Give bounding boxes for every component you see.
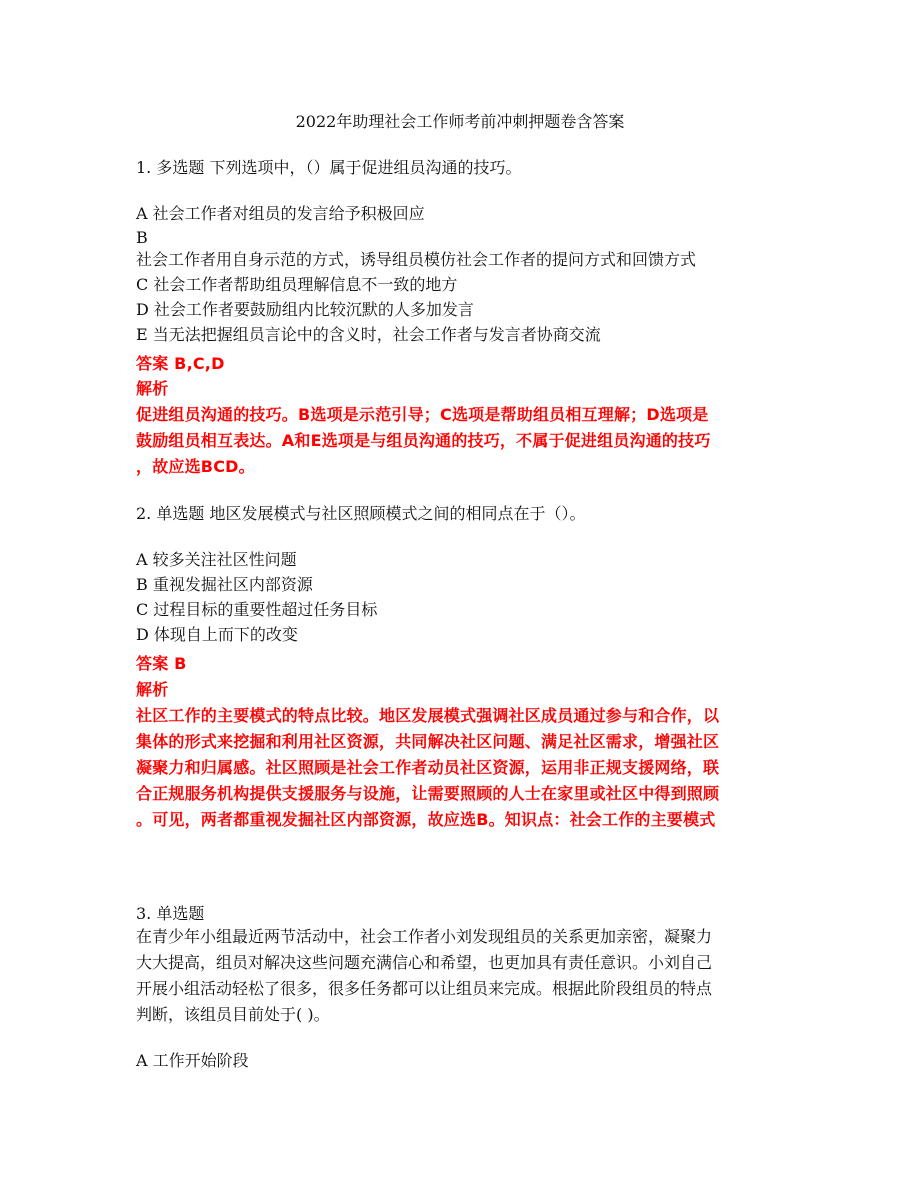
q1-analysis-label: 解析 (136, 379, 169, 398)
q2-analysis-line: 。可见，两者都重视发掘社区内部资源，故应选B。知识点：社会工作的主要模式 (136, 810, 716, 829)
q3-stem-line: 开展小组活动轻松了很多，很多任务都可以让组员来完成。根据此阶段组员的特点 (136, 979, 713, 998)
q1-analysis-line: ，故应选BCD。 (136, 457, 255, 476)
q2-option-d: D 体现自上而下的改变 (136, 625, 298, 644)
q1-option-a: A 社会工作者对组员的发言给予积极回应 (136, 204, 425, 223)
q3-stem-line: 在青少年小组最近两节活动中，社会工作者小刘发现组员的关系更加亲密，凝聚力 (136, 927, 713, 946)
q1-analysis-line: 促进组员沟通的技巧。B选项是示范引导；C选项是帮助组员相互理解；D选项是 (136, 405, 709, 424)
q2-option-c: C 过程目标的重要性超过任务目标 (136, 600, 378, 619)
q2-option-b: B 重视发掘社区内部资源 (136, 575, 313, 594)
q2-analysis-line: 凝聚力和归属感。社区照顾是社会工作者动员社区资源，运用非正规支援网络，联 (136, 758, 720, 777)
question-1-header: 1. 多选题 下列选项中，（）属于促进组员沟通的技巧。 (136, 158, 522, 177)
q2-analysis-line: 合正规服务机构提供支援服务与设施，让需要照顾的人士在家里或社区中得到照顾 (136, 784, 720, 803)
q2-option-a: A 较多关注社区性问题 (136, 550, 297, 569)
q1-option-c: C 社会工作者帮助组员理解信息不一致的地方 (136, 275, 458, 294)
q3-stem-line: 大大提高，组员对解决这些问题充满信心和希望，也更加具有责任意识。小刘自己 (136, 953, 713, 972)
q1-option-d: D 社会工作者要鼓励组内比较沉默的人多加发言 (136, 300, 474, 319)
q1-answer: 答案 B,C,D (136, 354, 225, 373)
q1-analysis-line: 鼓励组员相互表达。A和E选项是与组员沟通的技巧，不属于促进组员沟通的技巧 (136, 431, 711, 450)
document-title: 2022年助理社会工作师考前冲刺押题卷含答案 (295, 112, 625, 131)
q2-analysis-line: 集体的形式来挖掘和利用社区资源，共同解决社区问题、满足社区需求，增强社区 (136, 732, 720, 751)
q3-stem-line: 判断，该组员目前处于( )。 (136, 1005, 330, 1024)
question-3-header: 3. 单选题 (136, 904, 205, 923)
q2-analysis-line: 社区工作的主要模式的特点比较。地区发展模式强调社区成员通过参与和合作，以 (136, 706, 720, 725)
q2-answer: 答案 B (136, 654, 187, 673)
q3-option-a: A 工作开始阶段 (136, 1051, 249, 1070)
q1-option-b-text: 社会工作者用自身示范的方式，诱导组员模仿社会工作者的提问方式和回馈方式 (136, 250, 697, 269)
q1-option-b-label: B (136, 228, 148, 247)
q1-option-e: E 当无法把握组员言论中的含义时，社会工作者与发言者协商交流 (136, 325, 601, 344)
question-2-header: 2. 单选题 地区发展模式与社区照顾模式之间的相同点在于（）。 (136, 504, 586, 523)
q2-analysis-label: 解析 (136, 680, 169, 699)
